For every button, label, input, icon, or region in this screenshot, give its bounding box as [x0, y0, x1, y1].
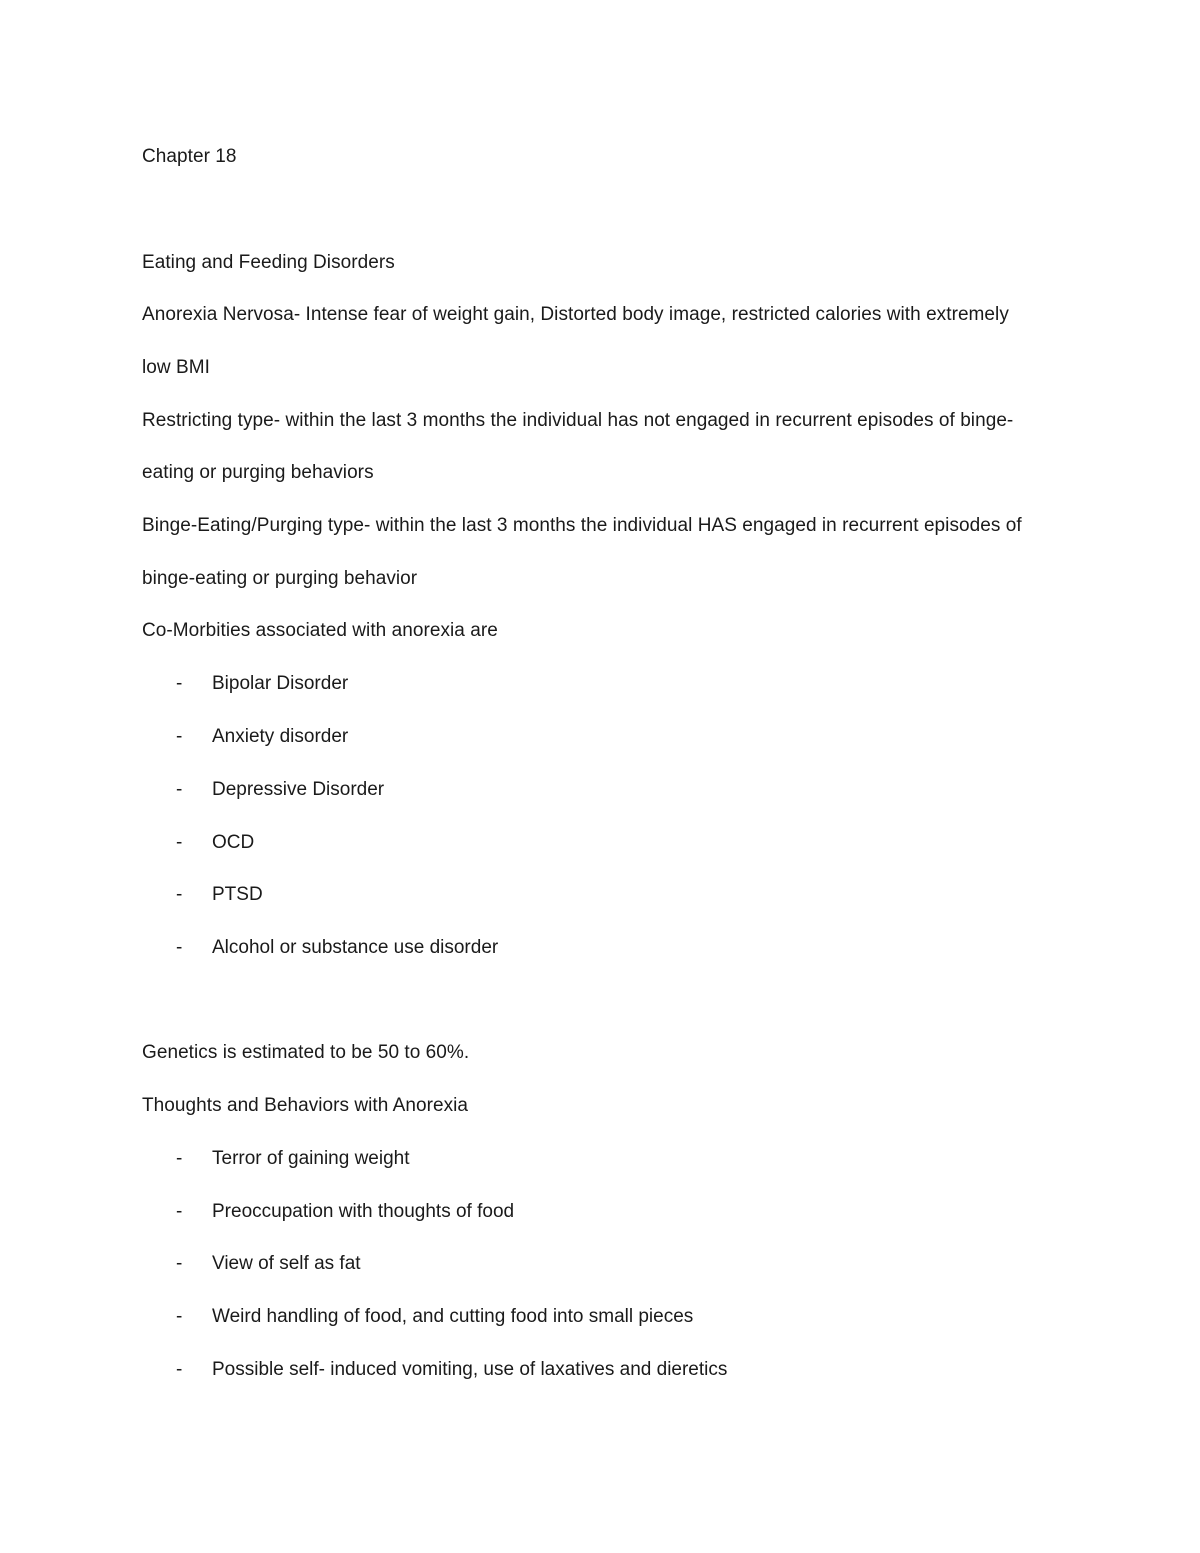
list-bullet: -	[176, 673, 183, 694]
list-item: Terror of gaining weight	[212, 1148, 410, 1169]
list-item: PTSD	[212, 884, 263, 905]
list-item: Anxiety disorder	[212, 726, 349, 747]
list-item: Depressive Disorder	[212, 779, 385, 800]
list-item: Possible self- induced vomiting, use of laxatives and dieretics	[212, 1359, 728, 1380]
genetics-statement: Genetics is estimated to be 50 to 60%.	[142, 1042, 470, 1063]
list-bullet: -	[176, 937, 183, 958]
list-item: View of self as fat	[212, 1253, 361, 1274]
list-item: OCD	[212, 832, 255, 853]
list-bullet: -	[176, 1359, 183, 1380]
chapter-title: Chapter 18	[142, 146, 237, 167]
binge-purging-type-line-2: binge-eating or purging behavior	[142, 568, 418, 589]
list-bullet: -	[176, 832, 183, 853]
comorbidities-intro: Co-Morbities associated with anorexia are	[142, 620, 498, 641]
list-bullet: -	[176, 726, 183, 747]
list-item: Preoccupation with thoughts of food	[212, 1201, 515, 1222]
restricting-type-line-2: eating or purging behaviors	[142, 462, 374, 483]
list-bullet: -	[176, 1253, 183, 1274]
list-bullet: -	[176, 1201, 183, 1222]
list-bullet: -	[176, 1148, 183, 1169]
section-heading: Eating and Feeding Disorders	[142, 252, 395, 273]
list-bullet: -	[176, 884, 183, 905]
list-bullet: -	[176, 779, 183, 800]
list-bullet: -	[176, 1306, 183, 1327]
thoughts-intro: Thoughts and Behaviors with Anorexia	[142, 1095, 469, 1116]
list-item: Alcohol or substance use disorder	[212, 937, 499, 958]
restricting-type-line-1: Restricting type- within the last 3 months the individual has not engaged in recurrent episodes of binge-	[142, 410, 1014, 431]
binge-purging-type-line-1: Binge-Eating/Purging type- within the last 3 months the individual HAS engaged in recurrent episodes of	[142, 515, 1022, 536]
list-item: Bipolar Disorder	[212, 673, 349, 694]
anorexia-definition-line-2: low BMI	[142, 357, 210, 378]
list-item: Weird handling of food, and cutting food into small pieces	[212, 1306, 694, 1327]
anorexia-definition-line-1: Anorexia Nervosa- Intense fear of weight gain, Distorted body image, restricted calories with extremely	[142, 304, 1009, 325]
